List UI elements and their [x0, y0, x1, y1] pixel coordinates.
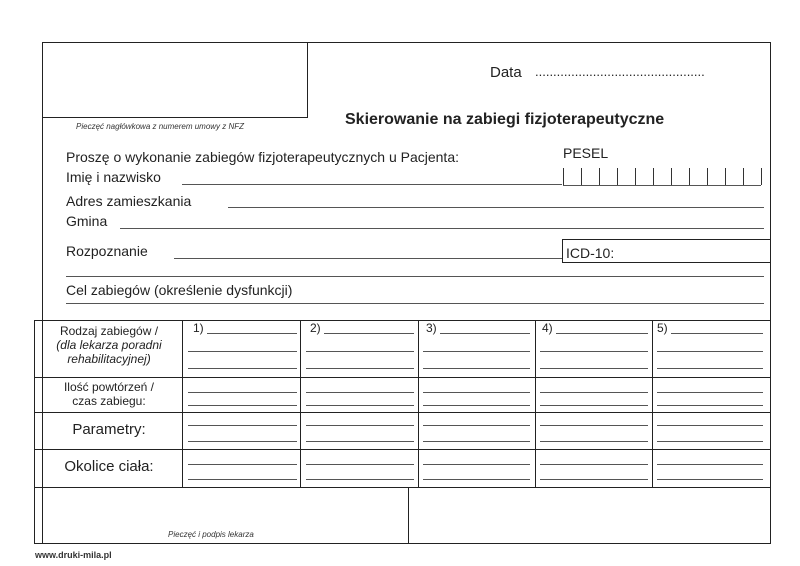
pesel-label: PESEL: [563, 145, 609, 161]
form-title: Skierowanie na zabiegi fizjoterapeutyczne: [345, 111, 665, 128]
diagnosis-label: Rozpoznanie: [66, 243, 148, 259]
col-number-1: 1): [193, 321, 204, 335]
address-field[interactable]: [228, 207, 764, 208]
address-label: Adres zamieszkania: [66, 193, 192, 209]
request-text: Proszę o wykonanie zabiegów fizjoterapeutycznych u Pacjenta:: [66, 149, 459, 165]
row-label-body-area: Okolice ciała:: [64, 458, 154, 475]
goal-field[interactable]: [66, 303, 764, 304]
col-number-3: 3): [426, 321, 437, 335]
date-field[interactable]: ...............................................: [535, 64, 705, 79]
goal-label: Cel zabiegów (określenie dysfunkcji): [66, 282, 293, 298]
row-label-repetitions: Ilość powtórzeń / czas zabiegu:: [63, 380, 155, 408]
name-field[interactable]: [182, 184, 562, 185]
row-label-treatments: Rodzaj zabiegów / (dla lekarza poradni rehabilitacyjnej): [56, 324, 162, 366]
date-label: Data: [490, 64, 522, 81]
col-number-5: 5): [657, 321, 668, 335]
col-number-2: 2): [310, 321, 321, 335]
stamp-caption: Pieczęć nagłówkowa z numerem umowy z NFZ: [76, 122, 245, 131]
doctor-stamp-caption: Pieczęć i podpis lekarza: [168, 530, 254, 539]
diagnosis-field[interactable]: [174, 258, 562, 259]
name-label: Imię i nazwisko: [66, 169, 161, 185]
icd-label: ICD-10:: [566, 245, 615, 261]
gmina-label: Gmina: [66, 213, 108, 229]
website-footer: www.druki-mila.pl: [35, 550, 112, 560]
col-number-4: 4): [542, 321, 553, 335]
extra-line[interactable]: [66, 276, 764, 277]
stamp-box: [42, 42, 308, 118]
row-label-parameters: Parametry:: [72, 421, 146, 438]
gmina-field[interactable]: [120, 228, 764, 229]
